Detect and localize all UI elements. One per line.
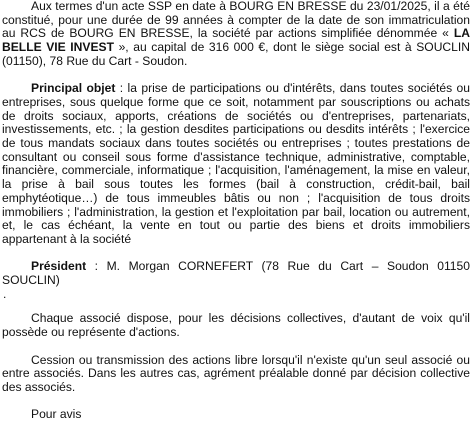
legal-notice [2,0,470,422]
voting-paragraph: Chaque associé dispose, pour les décisions collectives, d'autant de voix qu'il possède ou représente d'actions. [2,311,470,340]
object-label: Principal objet [31,81,116,96]
president-text: : M. Morgan CORNEFERT (78 Rue du Cart – Soudon 01150 SOUCLIN) [2,259,470,288]
stray-dot: . [3,286,7,301]
president-paragraph [2,260,470,287]
company-name: LA BELLE VIE INVEST [2,26,470,55]
incorporation-text-start: Aux termes d'un acte SSP en date à BOURG EN BRESSE du 23/01/2025, il a été constitué, pour une durée de 99 années à compter de la date de son immatriculation au RCS de BOURG EN BRESSE, la société par actions simplifiée dénommée « [2,0,470,41]
president-label: Président [31,259,87,274]
closing-text: Pour avis [31,407,82,422]
object-text: : la prise de participations ou d'intérêts, dans toutes sociétés ou entreprises, sous quelque forme que ce soit, notamment par souscriptions ou achats de droits sociaux, apports, créations de sociétés ou d'entreprises, partenariats, investissements, etc. ; la gestion desdites participations ou desdits intérêts ; l'exercice de tous mandats sociaux dans toutes sociétés ou entreprises ; toutes prestations de consultant ou conseil sous forme d'assistance technique, administrative, comptable, financière, commerciale, informatique ; l'acquisition, l'aménagement, la mise en valeur, la prise à bail sous toutes les formes (bail à construction, crédit-bail, bail emphytéotique…) de tous immeubles bâtis ou non ; l'acquisition de tous droits immobiliers ; l'administration, la gestion et l'exploitation par bail, location ou autrement, et, le cas échéant, la vente en tout ou partie des biens et droits immobiliers appartenant à la société [2,81,470,246]
incorporation-text-end: », au capital de 316 000 €, dont le siège social est à SOUCLIN (01150), 78 Rue du Cart - Soudon. [2,40,470,68]
transfer-paragraph: Cession ou transmission des actions libre lorsqu'il n'existe qu'un seul associé ou entre associés. Dans les autres cas, agrément préalable donné par décision collective des associés. [2,352,470,394]
object-paragraph [2,82,470,246]
incorporation-paragraph [2,0,470,69]
